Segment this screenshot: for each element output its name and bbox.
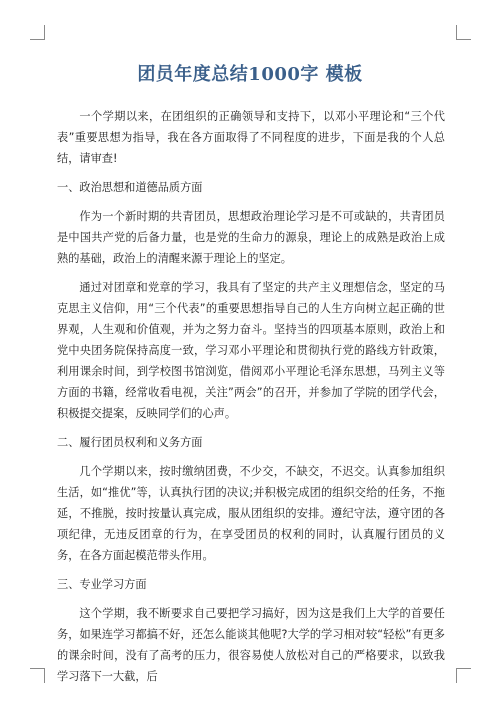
section-heading-1: 一、政治思想和道德品质方面: [57, 181, 203, 194]
body-paragraph: 通过对团章和党章的学习，我具有了坚定的共产主义理想信念，坚定的马克思主义信仰，用“三个代表”的重要思想指导自己的人生方向树立起正确的世界观，人生观和价值观，并为之努力奋斗。坚持当的四项基本原则，政治上和党中央团务院保持高度一致，学习邓小平理论和贯彻执行党的路线方针政策，利用课余时间，到学校图书馆浏览，借阅邓小平理论毛泽东思想，马列主义等方面的书籍，经常收看电视，关注”两会”的召开，并参加了学院的团学代会，积极提交提案，反映同学们的心声。: [57, 281, 445, 420]
body-paragraph: 几个学期以来，按时缴纳团费，不少交，不缺交，不迟交。认真参加组织生活，如“推优”等，认真执行团的决议;并积极完成团的组织交给的任务，不拖延，不推脱，按时按量认真完成，服从团组织的安排。遵纪守法，遵守团的各项纪律，无违反团章的行为，在享受团员的权利的同时，认真履行团员的义务，在各方面起模范带头作用。: [57, 465, 445, 562]
crop-mark-top-right: [456, 25, 471, 40]
section-heading-2: 二、履行团员权利和义务方面: [57, 436, 203, 449]
document-body: [57, 106, 445, 695]
crop-mark-top-left: [30, 25, 45, 40]
crop-mark-bottom-left: [30, 668, 45, 683]
crop-mark-bottom-right: [456, 668, 471, 683]
document-title: 团员年度总结1000字 模板: [137, 64, 363, 85]
intro-paragraph: 一个学期以来，在团组织的正确领导和支持下，以邓小平理论和“三个代表”重要思想为指导，我在各方面取得了不同程度的进步，下面是我的个人总结，请审查!: [57, 110, 445, 165]
section-heading-3: 三、专业学习方面: [57, 578, 147, 591]
body-paragraph: 这个学期，我不断要求自己要把学习搞好，因为这是我们上大学的首要任务，如果连学习都搞不好，还怎么能谈其他呢?大学的学习相对较“轻松”有更多的课余时间，没有了高考的压力，很容易使人放松对自己的严格要求，以致我学习落下一大截，后: [57, 607, 445, 683]
body-paragraph: 作为一个新时期的共青团员，思想政治理论学习是不可或缺的，共青团员是中国共产党的后备力量，也是党的生命力的源泉，理论上的成熟是政治上成熟的基础，政治上的清醒来源于理论上的坚定。: [57, 210, 445, 265]
